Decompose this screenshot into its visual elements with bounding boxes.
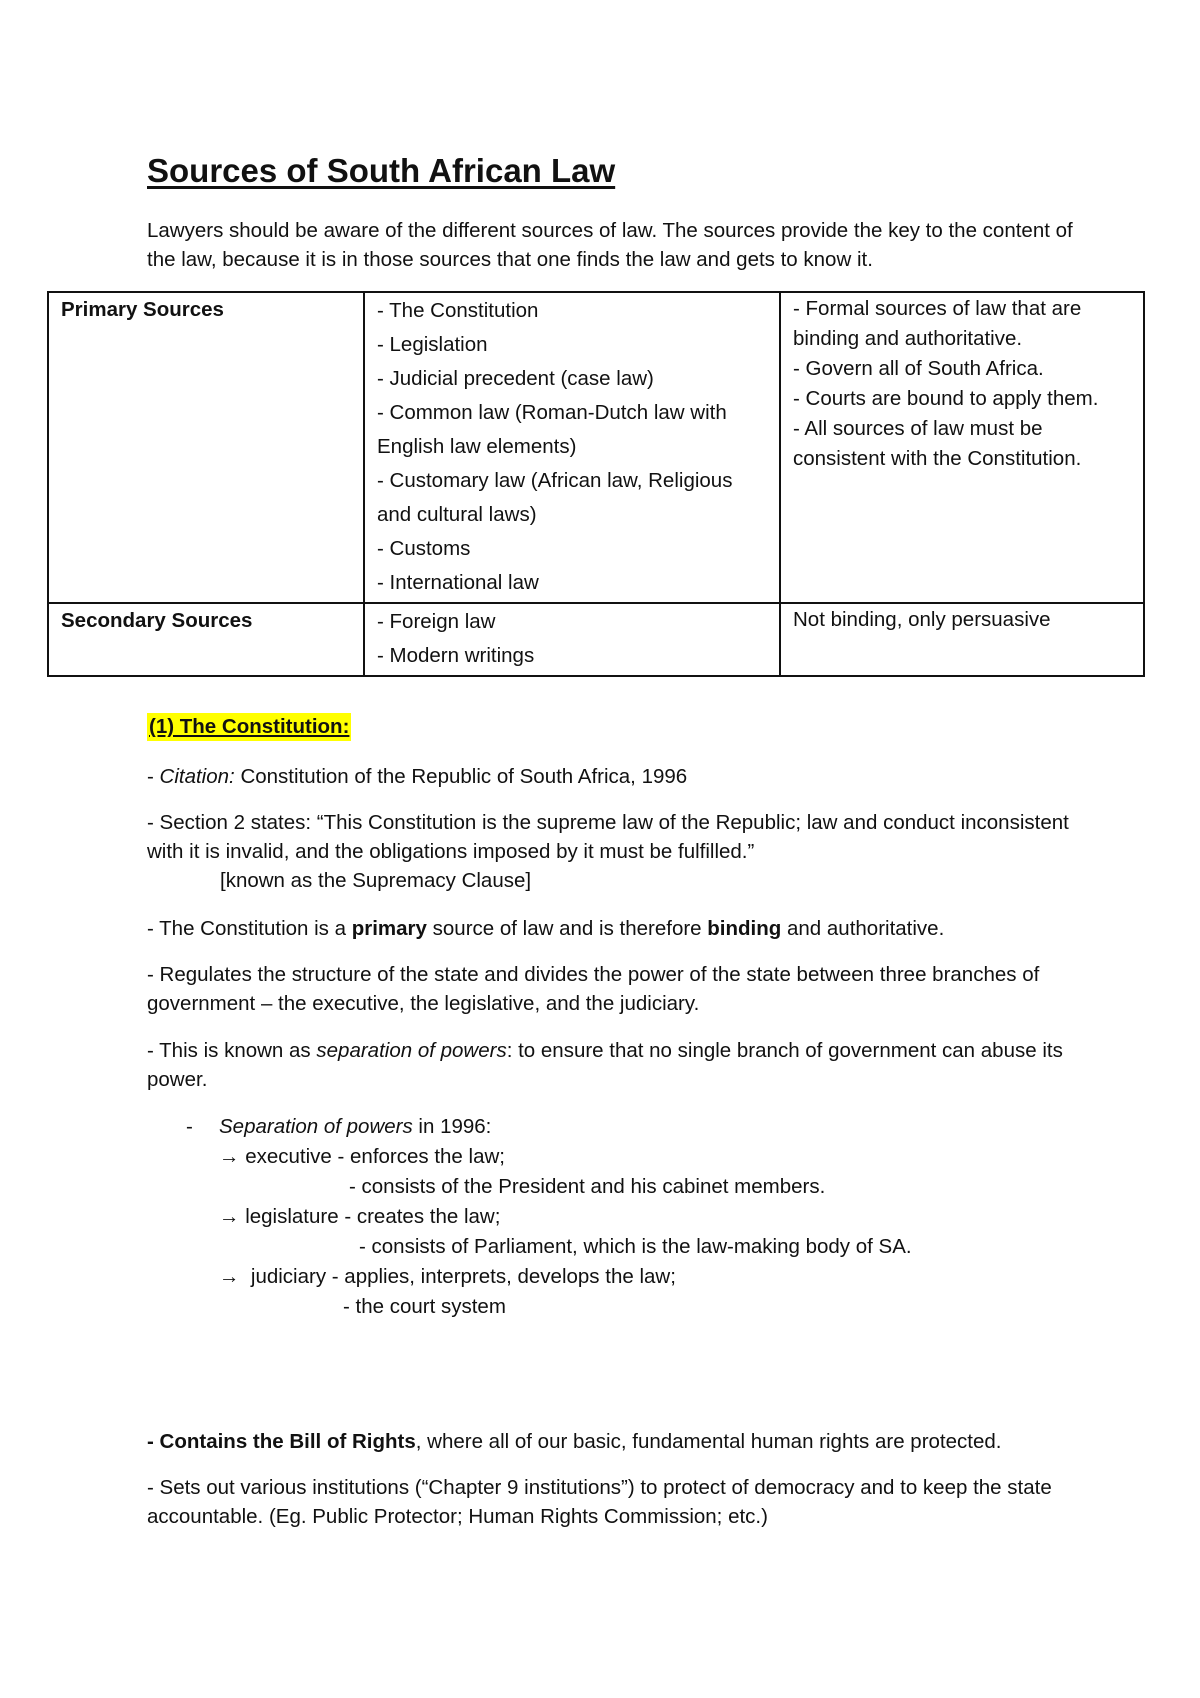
- list-item: - Courts are bound to apply them.: [793, 387, 1099, 410]
- list-item-continuation: - the court system: [343, 1295, 506, 1318]
- list-item: [186, 1142, 1086, 1172]
- text-run: and authoritative.: [781, 917, 945, 940]
- table-row-secondary: [48, 603, 1144, 676]
- text-run-bold: - Contains the: [147, 1430, 290, 1453]
- regulates-paragraph: - Regulates the structure of the state and divides the power of the state between three branches of government – the executive, the legislative, and the judiciary.: [147, 963, 1040, 1015]
- list-item: [186, 1262, 1086, 1292]
- text-run: executive - enforces the law;: [239, 1145, 505, 1168]
- dash-bullet: -: [186, 1115, 193, 1138]
- list-item: - All sources of law must be consistent with the Constitution.: [793, 417, 1082, 470]
- text-run: in 1996:: [412, 1115, 492, 1138]
- supremacy-note: [known as the Supremacy Clause]: [220, 869, 532, 892]
- text-run-italic: separation of powers: [316, 1039, 507, 1062]
- list-item: - Foreign law: [377, 610, 496, 633]
- table-cell-category: Secondary Sources: [48, 603, 364, 676]
- text-run: legislature - creates the law;: [239, 1205, 501, 1228]
- text-run: judiciary - applies, interprets, develops the law;: [239, 1265, 676, 1288]
- page-title: Sources of South African Law: [147, 152, 616, 189]
- list-item: - Customary law (African law, Religious and cultural laws): [377, 469, 733, 526]
- list-item: - Formal sources of law that are binding and authoritative.: [793, 297, 1082, 350]
- arrow-right-icon: →: [219, 1145, 240, 1168]
- list-item: [186, 1202, 1086, 1232]
- table-cell-notes: [780, 603, 1144, 676]
- separation-paragraph: [147, 1036, 1087, 1094]
- list-item: - Govern all of South Africa.: [793, 357, 1044, 380]
- table-cell-category: Primary Sources: [48, 292, 364, 603]
- citation-prefix: -: [147, 765, 160, 788]
- list-item-continuation: - consists of Parliament, which is the law-making body of SA.: [359, 1235, 912, 1258]
- institutions-paragraph: - Sets out various institutions (“Chapter 9 institutions”) to protect of democracy and to keep the state accountable. (Eg. Public Protector; Human Rights Commission; etc.): [147, 1476, 1052, 1528]
- table-cell-items: [364, 603, 780, 676]
- bill-of-rights-paragraph: [147, 1427, 1087, 1456]
- text-run: - The Constitution is a: [147, 917, 352, 940]
- sources-table: [47, 291, 1145, 677]
- list-item: [186, 1112, 1086, 1142]
- primary-source-paragraph: [147, 914, 1087, 943]
- table-row-primary: [48, 292, 1144, 603]
- section2-text: - Section 2 states: “This Constitution is the supreme law of the Republic; law and conduct inconsistent with it is invalid, and the obligations imposed by it must be fulfilled.”: [147, 811, 1069, 863]
- text-run: , where all of our basic, fundamental human rights are protected.: [415, 1430, 1002, 1453]
- separation-of-powers-list: [186, 1112, 1086, 1322]
- list-item: - Judicial precedent (case law): [377, 367, 654, 390]
- list-item: - International law: [377, 571, 539, 594]
- list-item: - Modern writings: [377, 644, 535, 667]
- text-run: - This is known as: [147, 1039, 317, 1062]
- text-run: : to ensure that no single branch of government can abuse its power.: [147, 1039, 1063, 1091]
- list-item: Not binding, only persuasive: [793, 608, 1051, 631]
- table-cell-notes: [780, 292, 1144, 603]
- section-heading-constitution: (1) The Constitution:: [147, 713, 351, 741]
- citation-line: [147, 762, 1087, 791]
- text-run-bold: binding: [707, 917, 782, 940]
- text-run-bold: primary: [351, 917, 427, 940]
- arrow-right-icon: →: [219, 1265, 240, 1288]
- citation-label: Citation:: [159, 765, 235, 788]
- list-item: - The Constitution: [377, 299, 539, 322]
- text-run-italic: Separation of powers: [219, 1115, 413, 1138]
- intro-paragraph: Lawyers should be aware of the different sources of law. The sources provide the key to the content of the law, because it is in those sources that one finds the law and gets to know it.: [147, 219, 1073, 271]
- list-item: - Common law (Roman-Dutch law with English law elements): [377, 401, 727, 458]
- list-item-continuation: - consists of the President and his cabinet members.: [349, 1175, 826, 1198]
- text-run: source of law and is therefore: [426, 917, 708, 940]
- section2-paragraph: [147, 808, 1087, 895]
- list-item: - Legislation: [377, 333, 488, 356]
- table-cell-items: [364, 292, 780, 603]
- list-item: - Customs: [377, 537, 471, 560]
- list-item-label: [186, 1112, 1086, 1142]
- arrow-right-icon: →: [219, 1205, 240, 1228]
- text-run-bold: Bill of Rights: [289, 1430, 416, 1453]
- citation-text: Constitution of the Republic of South Africa, 1996: [234, 765, 688, 788]
